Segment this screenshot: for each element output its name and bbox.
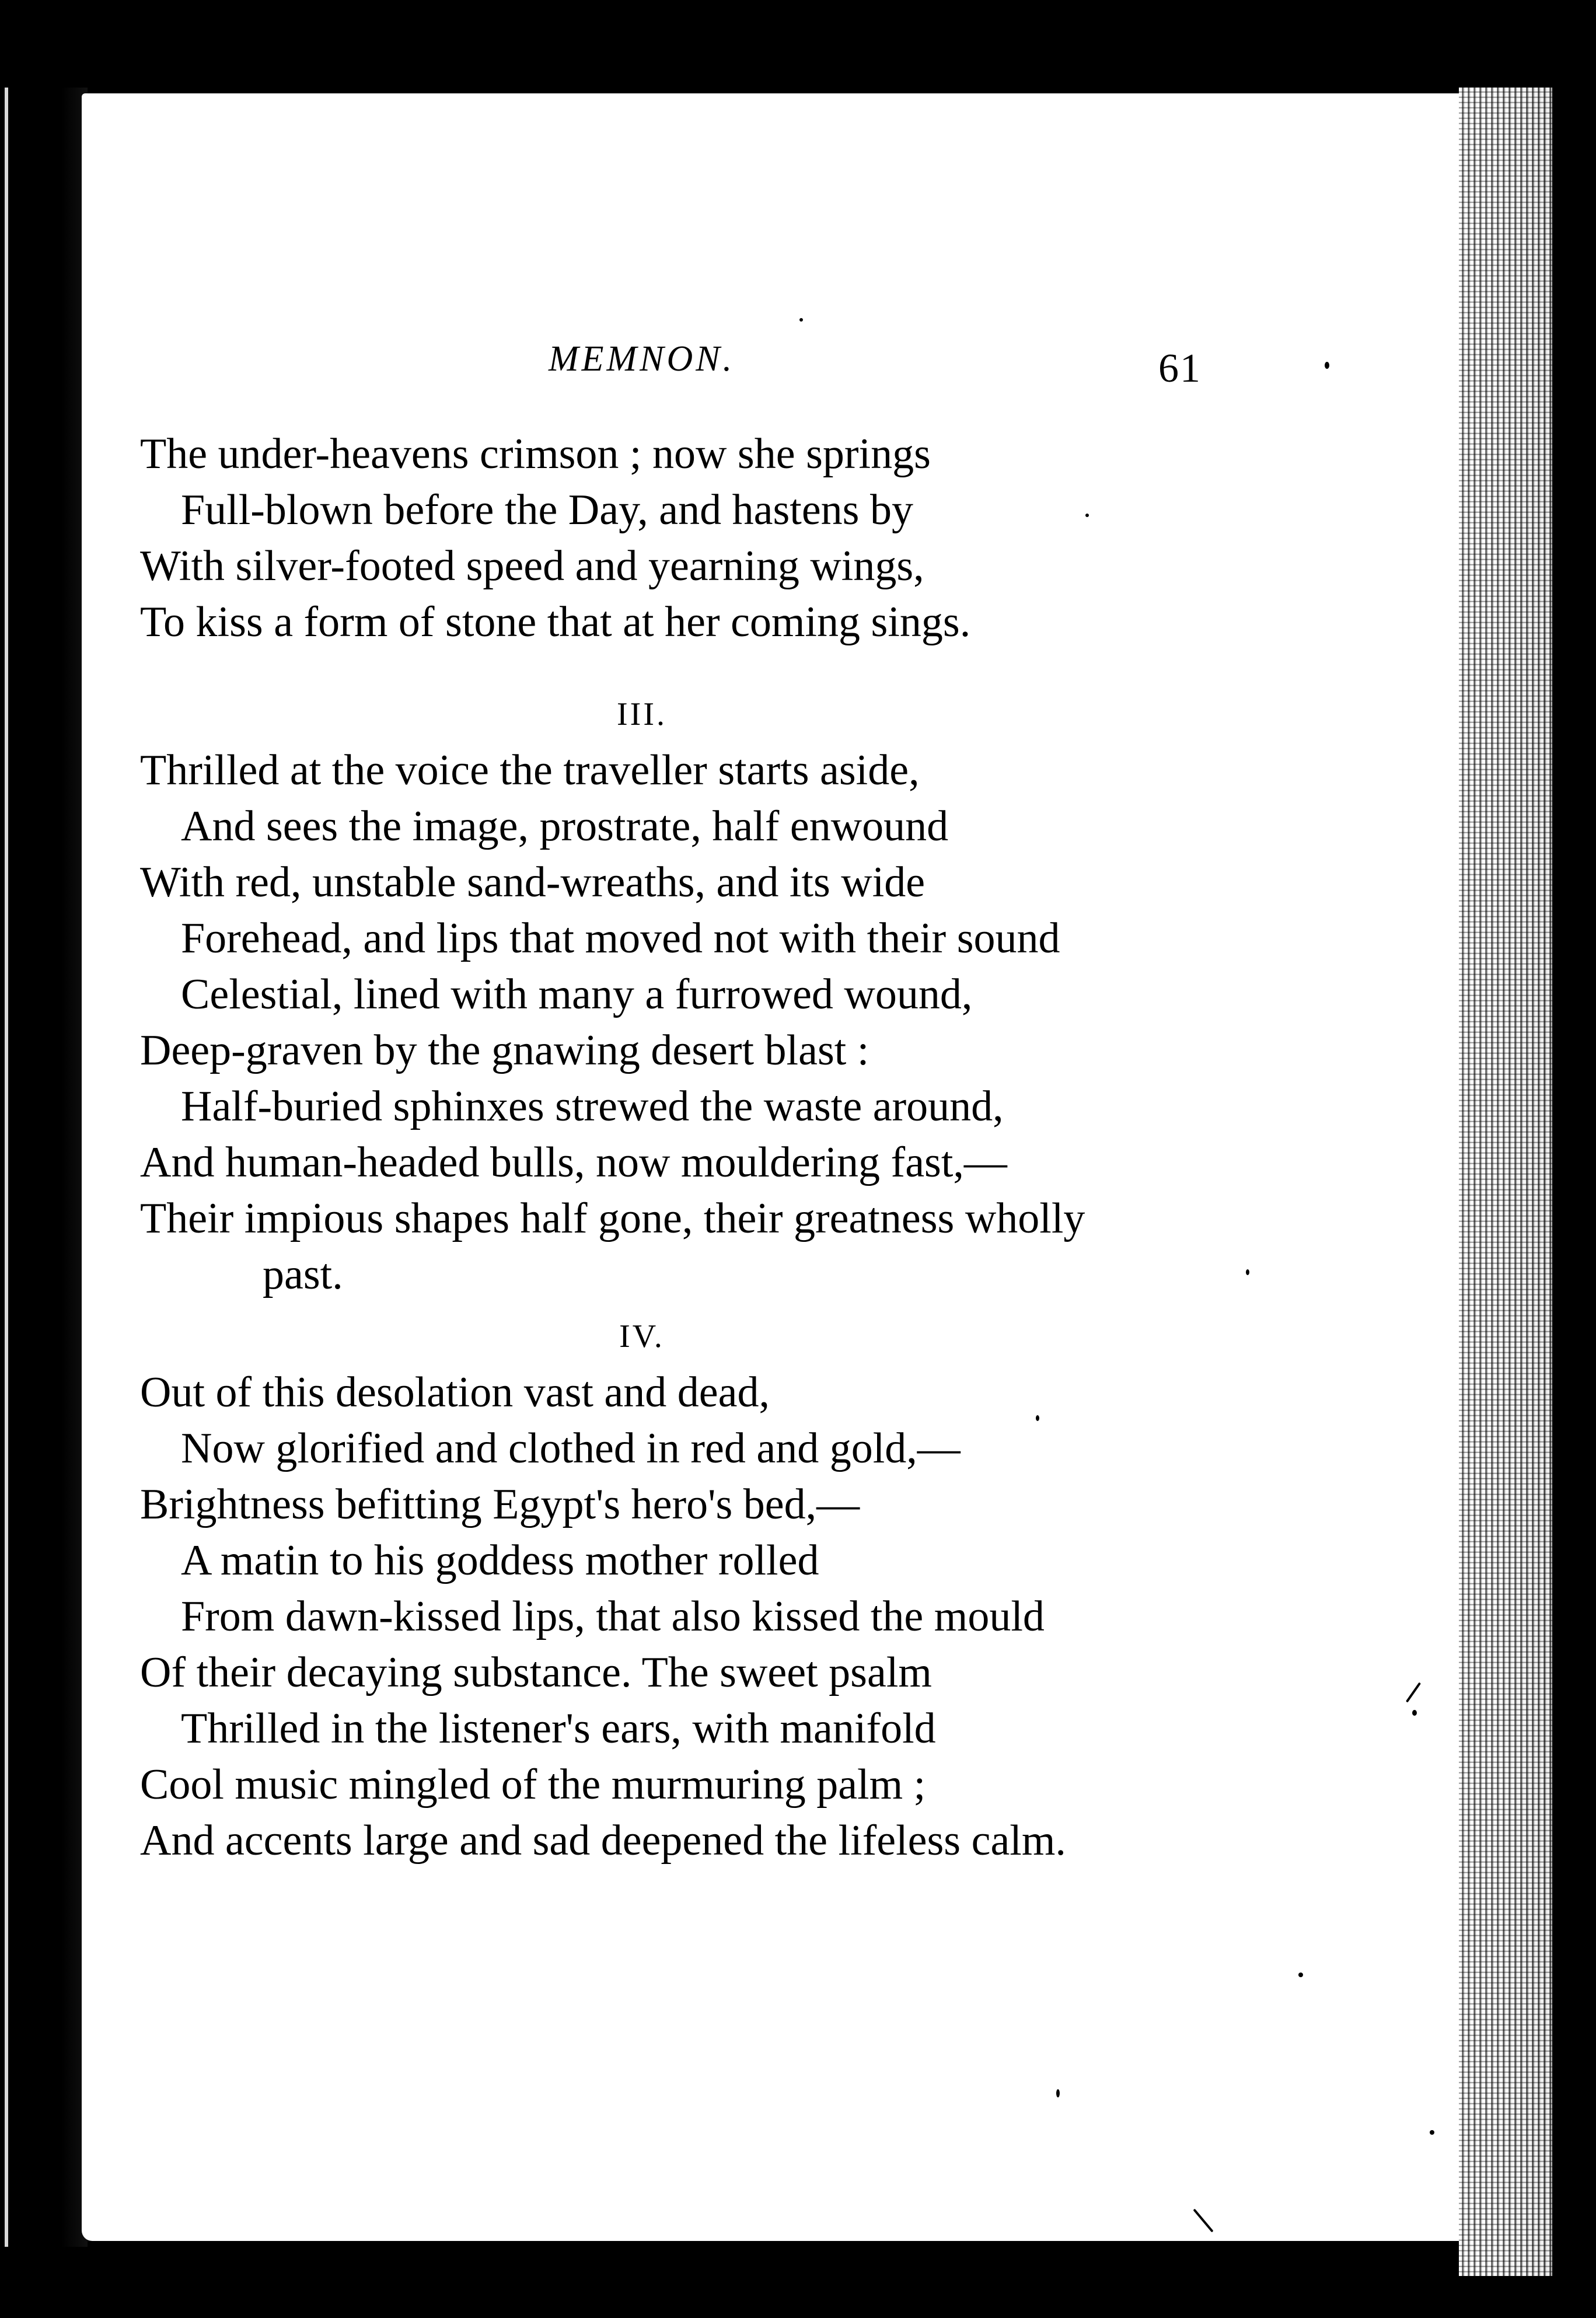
poem-line: With red, unstable sand-wreaths, and its wide	[140, 858, 926, 906]
scan-speck	[1298, 1973, 1303, 1977]
scan-speck	[1430, 2130, 1434, 2135]
stanza-iv	[140, 1364, 1307, 1869]
poem-line: And accents large and sad deepened the lifeless calm.	[140, 1817, 1066, 1865]
poem-line: And sees the image, prostrate, half enwound	[181, 802, 949, 850]
scan-speck	[1036, 1415, 1039, 1421]
poem-line: Full-blown before the Day, and hastens by	[181, 486, 913, 534]
scan-border-right	[1552, 88, 1596, 2276]
stanza-numeral: IV.	[619, 1318, 665, 1355]
poem-line: Deep-graven by the gnawing desert blast :	[140, 1027, 869, 1074]
stanza-ii-end	[140, 426, 1307, 650]
page-edge-line	[5, 88, 8, 2247]
poem-line: Thrilled in the listener's ears, with manifold	[181, 1705, 936, 1753]
stanza-gap	[140, 650, 1307, 686]
scan-speck	[1412, 1710, 1417, 1716]
poem-line: Brightness befitting Egypt's hero's bed,—	[140, 1481, 860, 1528]
poem-line: Forehead, and lips that moved not with their sound	[181, 914, 1060, 962]
poem-line: And human-headed bulls, now mouldering fast,—	[140, 1139, 1007, 1186]
poem-line: With silver-footed speed and yearning wings,	[140, 542, 924, 590]
poem-line: Of their decaying substance. The sweet psalm	[140, 1649, 932, 1696]
stanza-numeral: III.	[617, 696, 667, 732]
scan-speck	[1246, 1269, 1249, 1275]
poem-line: Out of this desolation vast and dead,	[140, 1369, 770, 1416]
poem-line: Their impious shapes half gone, their greatness wholly	[140, 1195, 1085, 1242]
poem-line: past.	[263, 1251, 343, 1298]
page-header	[0, 338, 1596, 397]
poem-line: Half-buried sphinxes strewed the waste around,	[181, 1083, 1004, 1130]
poem-line: Celestial, lined with many a furrowed wound,	[181, 971, 973, 1018]
book-spine-shadow	[0, 88, 88, 2247]
poem-body	[140, 426, 1307, 1869]
poem-line: The under-heavens crimson ; now she springs	[140, 430, 931, 478]
poem-line: Cool music mingled of the murmuring palm ;	[140, 1761, 926, 1809]
poem-line: From dawn-kissed lips, that also kissed the mould	[181, 1593, 1045, 1640]
page-number: 61	[1158, 346, 1202, 391]
stanza-gap	[140, 1303, 1307, 1308]
stanza-iii	[140, 742, 1307, 1303]
poem-line: Now glorified and clothed in red and gold,—	[181, 1425, 961, 1472]
poem-line: Thrilled at the voice the traveller starts aside,	[140, 746, 920, 794]
scan-speck	[1056, 2089, 1060, 2097]
running-title: MEMNON.	[549, 339, 735, 379]
poem-line: A matin to his goddess mother rolled	[181, 1537, 819, 1584]
scan-speck	[799, 318, 803, 322]
scan-speck	[1085, 514, 1089, 517]
scan-speck	[1325, 362, 1329, 369]
poem-line: To kiss a form of stone that at her coming sings.	[140, 598, 971, 646]
